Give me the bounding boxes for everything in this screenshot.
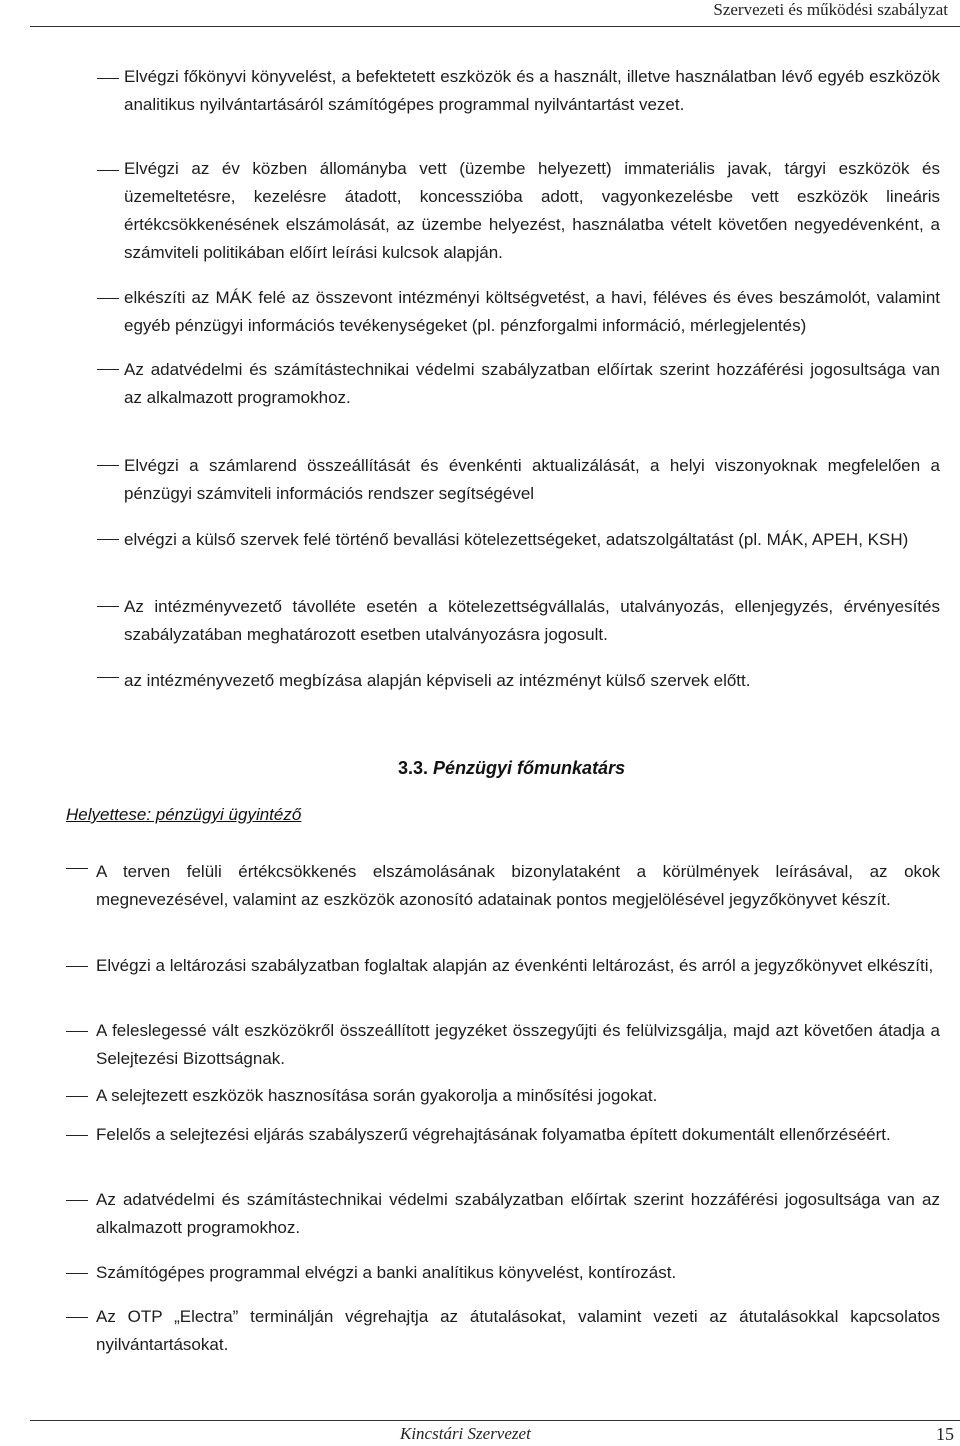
bullet-dash [97, 170, 119, 171]
bullet-dash [97, 539, 119, 540]
list-item: Az adatvédelmi és számítástechnikai védelmi szabályzatban előírtak szerint hozzáférési jogosultsága van az alkalmazott programokhoz. [96, 1190, 940, 1237]
list-item: Elvégzi a számlarend összeállítását és évenkénti aktualizálását, a helyi viszonyoknak megfelelően a pénzügyi számviteli információs rendszer segítségével [124, 456, 940, 503]
page-header [0, 0, 960, 22]
list-item: Az adatvédelmi és számítástechnikai védelmi szabályzatban előírtak szerint hozzáférési jogosultsága van az alkalmazott programokhoz. [124, 360, 940, 407]
list-item: Számítógépes programmal elvégzi a banki analítikus könyvelést, kontírozást. [96, 1263, 677, 1282]
bullet-dash [97, 369, 119, 370]
bullet-dash [66, 1096, 88, 1097]
list-item: Elvégzi a leltározási szabályzatban foglaltak alapján az évenkénti leltározást, és arról a jegyzőkönyvet elkészíti, [96, 956, 934, 975]
section-heading [398, 758, 625, 779]
list-item: az intézményvezető megbízása alapján képviseli az intézményt külső szervek előtt. [124, 671, 751, 690]
bullet-dash [66, 868, 88, 869]
section-title: Pénzügyi főmunkatárs [433, 758, 626, 778]
bullet-dash [66, 966, 88, 967]
header-title: Szervezeti és működési szabályzat [713, 0, 948, 19]
list-item: A selejtezett eszközök hasznosítása során gyakorolja a minősítési jogokat. [96, 1086, 658, 1105]
bullet-dash [66, 1273, 88, 1274]
list-item: Elvégzi az év közben állományba vett (üzembe helyezett) immateriális javak, tárgyi eszközök és üzemeltetésre, kezelésre átadott, koncesszióba adott, vagyonkezelésbe vett eszközök lineáris értékcsökkenésének elszámolását, az üzembe helyezést, használatba vételt követően negyedévenként, a számviteli politikában előírt leírási kulcsok alapján. [124, 159, 940, 262]
list-item: Felelős a selejtezési eljárás szabályszerű végrehajtásának folyamatba épített dokumentált ellenőrzéséért. [96, 1125, 891, 1144]
bullet-dash [66, 1200, 88, 1201]
footer-divider [30, 1420, 960, 1421]
list-item: elvégzi a külső szervek felé történő bevallási kötelezettségeket, adatszolgáltatást (pl. MÁK, APEH, KSH) [124, 530, 909, 549]
bullet-dash [66, 1135, 88, 1136]
list-item: Az intézményvezető távolléte esetén a kötelezettségvállalás, utalványozás, ellenjegyzés, érvényesítés szabályzatában meghatározott esetben utalványozásra jogosult. [124, 597, 940, 644]
page-number: 15 [936, 1424, 954, 1444]
list-item: Az OTP „Electra” terminálján végrehajtja az átutalásokat, valamint vezeti az átutalásokkal kapcsolatos nyilvántartásokat. [96, 1307, 940, 1354]
list-item: A terven felüli értékcsökkenés elszámolásának bizonylataként a körülmények leírásával, az okok megnevezésével, valamint az eszközök azonosító adatainak pontos megjelölésével jegyzőkönyvet készít. [96, 862, 940, 909]
bullet-dash [97, 606, 119, 607]
section-number: 3.3. [398, 758, 429, 778]
header-divider [30, 26, 960, 27]
list-item: Elvégzi főkönyvi könyvelést, a befektetett eszközök és a használt, illetve használatban lévő egyéb eszközök analitikus nyilvántartásáról számítógépes programmal nyilvántartást vezet. [124, 67, 940, 114]
bullet-dash [97, 298, 119, 299]
bullet-dash [97, 677, 119, 678]
footer-organization: Kincstári Szervezet [400, 1424, 531, 1443]
list-item: elkészíti az MÁK felé az összevont intézményi költségvetést, a havi, féléves és éves beszámolót, valamint egyéb pénzügyi információs tevékenységeket (pl. pénzforgalmi információ, mérlegjelentés) [124, 288, 940, 335]
bullet-dash [97, 465, 119, 466]
bullet-dash [66, 1031, 88, 1032]
bullet-dash [97, 78, 119, 79]
list-item: A feleslegessé vált eszközökről összeállított jegyzéket összegyűjti és felülvizsgálja, majd azt követően átadja a Selejtezési Bizottságnak. [96, 1021, 940, 1068]
substitute-label: Helyettese: pénzügyi ügyintéző [66, 805, 302, 824]
bullet-dash [66, 1317, 88, 1318]
